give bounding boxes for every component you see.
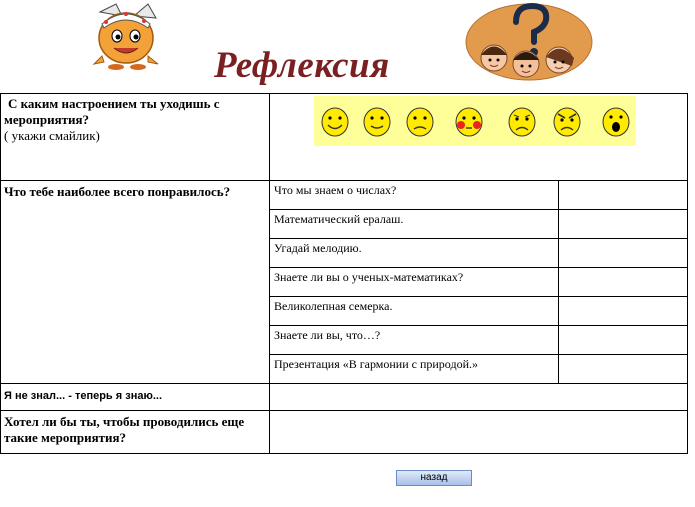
worried-face-icon[interactable] xyxy=(507,106,537,138)
option-mark-cell[interactable] xyxy=(559,326,688,355)
question-mood-hint: ( укажи смайлик) xyxy=(4,128,100,143)
question-more-events: Хотел ли бы ты, чтобы проводились еще такие мероприятия? xyxy=(4,414,245,445)
option-mark-cell[interactable] xyxy=(559,268,688,297)
option-label: Знаете ли вы о ученых-математиках? xyxy=(270,268,559,297)
option-mark-cell[interactable] xyxy=(559,181,688,210)
smiling-face-icon[interactable] xyxy=(362,106,392,138)
options-table xyxy=(270,181,687,383)
option-row xyxy=(270,268,687,297)
answer-more-events-cell[interactable] xyxy=(270,411,688,454)
option-mark-cell[interactable] xyxy=(559,239,688,268)
option-row xyxy=(270,297,687,326)
option-row xyxy=(270,181,687,210)
kolobok-image xyxy=(86,2,166,72)
blushing-face-icon[interactable] xyxy=(454,106,484,138)
option-row xyxy=(270,210,687,239)
answer-learned-cell[interactable] xyxy=(270,384,688,411)
option-mark-cell[interactable] xyxy=(559,355,688,384)
happy-face-icon[interactable] xyxy=(320,106,350,138)
angry-face-icon[interactable] xyxy=(552,106,582,138)
table-row xyxy=(1,94,688,181)
back-button[interactable]: назад xyxy=(396,470,472,486)
mood-cell xyxy=(270,94,688,181)
surprised-face-icon[interactable] xyxy=(601,106,631,138)
question-mood: С каким настроением ты уходишь с мероприятия? xyxy=(4,96,220,127)
option-mark-cell[interactable] xyxy=(559,297,688,326)
option-label: Угадай мелодию. xyxy=(270,239,559,268)
page-title: Рефлексия xyxy=(214,45,390,86)
option-row xyxy=(270,239,687,268)
table-row xyxy=(1,181,688,384)
question-crowd-image xyxy=(464,0,594,82)
option-row xyxy=(270,326,687,355)
option-label: Математический ералаш. xyxy=(270,210,559,239)
option-label: Что мы знаем о числах? xyxy=(270,181,559,210)
option-label: Знаете ли вы, что…? xyxy=(270,326,559,355)
question-learned: Я не знал... - теперь я знаю... xyxy=(4,390,163,402)
table-row xyxy=(1,411,688,454)
reflection-table xyxy=(0,93,688,454)
question-liked: Что тебе наиболее всего понравилось? xyxy=(4,184,231,199)
option-row xyxy=(270,355,687,384)
smiley-strip xyxy=(314,96,636,146)
option-label: Великолепная семерка. xyxy=(270,297,559,326)
option-label: Презентация «В гармонии с природой.» xyxy=(270,355,559,384)
sad-face-icon[interactable] xyxy=(405,106,435,138)
option-mark-cell[interactable] xyxy=(559,210,688,239)
table-row xyxy=(1,384,688,411)
